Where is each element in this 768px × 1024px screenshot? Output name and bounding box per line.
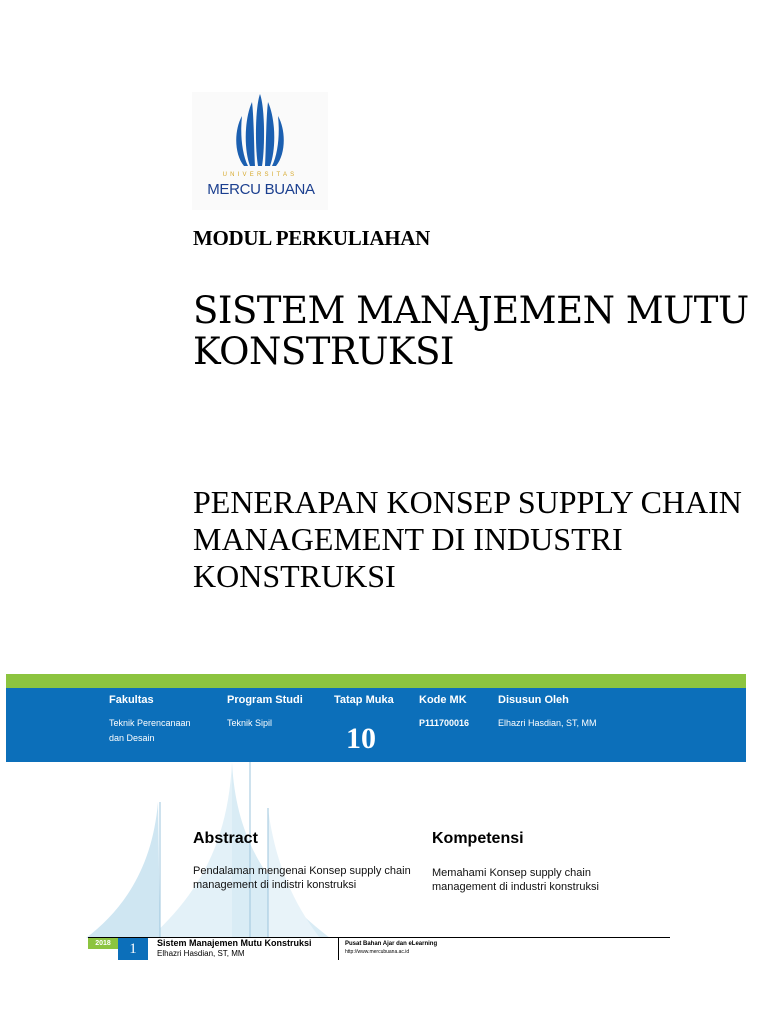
footer-author: Elhazri Hasdian, ST, MM — [157, 949, 245, 958]
footer-course-title: Sistem Manajemen Mutu Konstruksi — [157, 938, 312, 948]
footer-page-number: 1 — [118, 938, 148, 960]
fakultas-label: Fakultas — [109, 694, 154, 706]
kompetensi-heading: Kompetensi — [432, 830, 524, 847]
footer-pusat-label: Pusat Bahan Ajar dan eLearning — [345, 941, 438, 947]
program-studi-value: Teknik Sipil — [227, 718, 273, 728]
disusun-oleh-label: Disusun Oleh — [498, 694, 569, 706]
tatap-muka-value: 10 — [346, 722, 376, 755]
logo-universitas-text: UNIVERSITAS — [222, 172, 298, 178]
fakultas-value-line2: dan Desain — [109, 733, 155, 743]
course-title: SISTEM MANAJEMEN MUTU KONSTRUKSI — [193, 289, 749, 373]
fakultas-value — [109, 716, 191, 746]
program-studi-label: Program Studi — [227, 694, 303, 706]
modul-label: MODUL PERKULIAHAN — [193, 226, 430, 250]
info-bar — [6, 688, 746, 762]
abstract-text: Pendalaman mengenai Konsep supply chain management di indistri konstruksi — [193, 865, 411, 891]
footer-separator — [338, 938, 339, 960]
green-accent-bar — [6, 674, 746, 688]
fakultas-value-line1: Teknik Perencanaan — [109, 718, 191, 728]
kompetensi-text: Memahami Konsep supply chain management di industri konstruksi — [432, 867, 599, 893]
kode-mk-value: P111700016 — [419, 718, 470, 728]
abstract-heading: Abstract — [193, 830, 258, 847]
tatap-muka-label: Tatap Muka — [334, 694, 394, 706]
footer-url-link[interactable]: http://www.mercubuana.ac.id — [345, 949, 410, 955]
university-logo — [192, 92, 328, 210]
disusun-oleh-value: Elhazri Hasdian, ST, MM — [498, 718, 597, 728]
module-subtitle: PENERAPAN KONSEP SUPPLY CHAIN MANAGEMENT DI INDUSTRI KONSTRUKSI — [193, 484, 742, 594]
logo-name-text: MERCU BUANA — [207, 181, 315, 198]
footer-year: 2018 — [88, 938, 118, 949]
mercu-buana-emblem-icon — [232, 94, 288, 170]
decorative-tower-graphic — [0, 762, 360, 938]
kode-mk-label: Kode MK — [419, 694, 467, 706]
